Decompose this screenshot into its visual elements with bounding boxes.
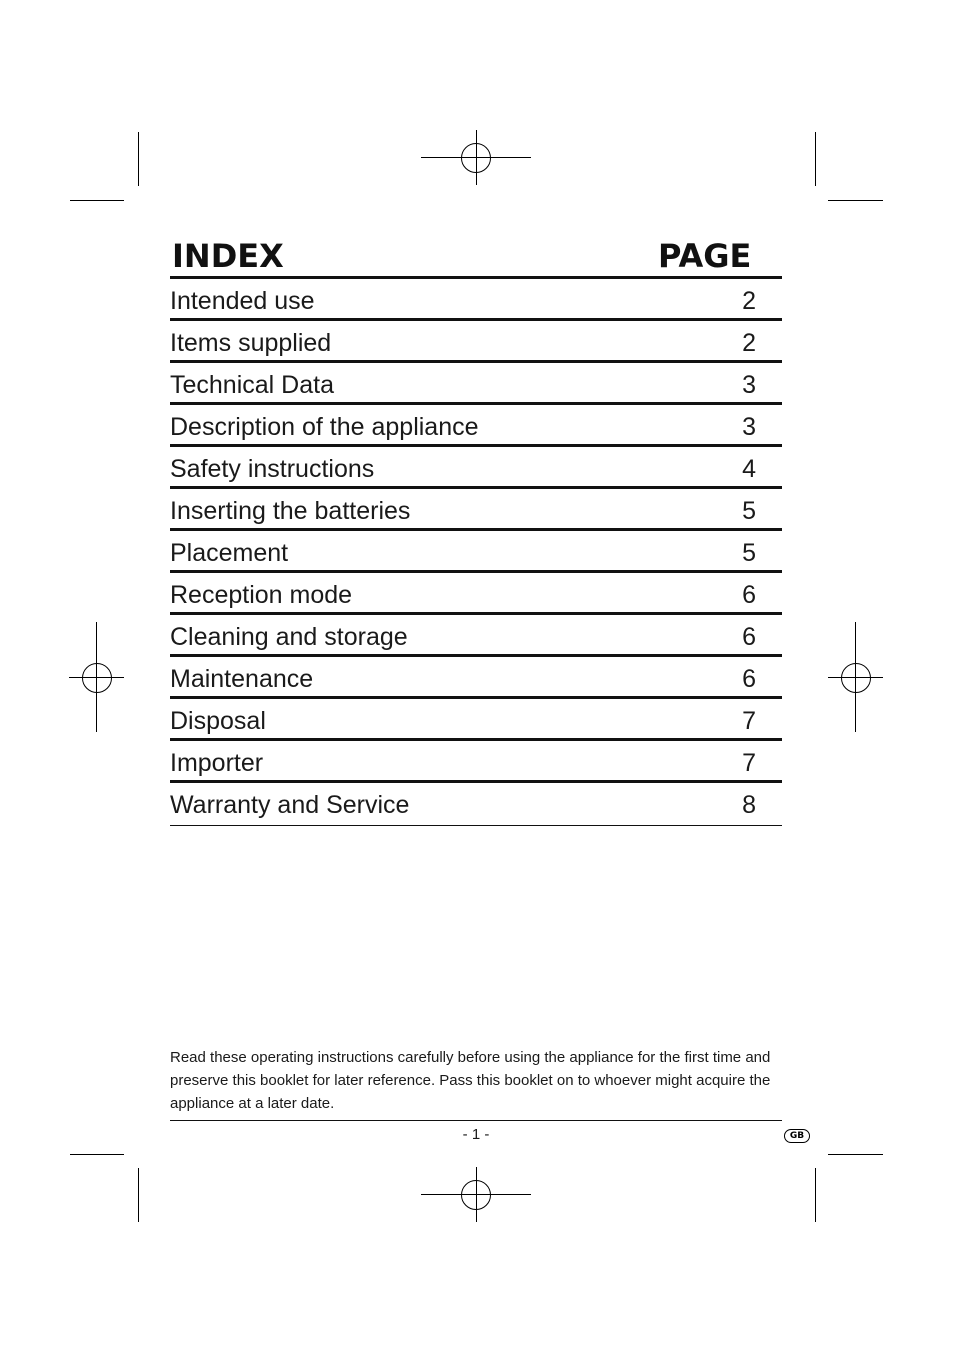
toc-row <box>170 696 782 738</box>
toc-row <box>170 444 782 486</box>
toc-row <box>170 528 782 570</box>
toc-page: 2 <box>742 287 756 315</box>
toc-page: 7 <box>742 749 756 777</box>
row-divider <box>170 276 782 279</box>
table-of-contents <box>170 276 782 822</box>
toc-title: Intended use <box>170 287 315 315</box>
toc-page: 3 <box>742 413 756 441</box>
toc-row <box>170 360 782 402</box>
row-divider <box>170 360 782 363</box>
toc-page: 7 <box>742 707 756 735</box>
toc-title: Description of the appliance <box>170 413 479 441</box>
toc-row <box>170 486 782 528</box>
toc-row <box>170 612 782 654</box>
toc-page: 3 <box>742 371 756 399</box>
toc-title: Cleaning and storage <box>170 623 408 651</box>
row-divider <box>170 318 782 321</box>
intro-paragraph: Read these operating instructions carefully before using the appliance for the first time and preserve this booklet for later reference. Pass this booklet on to whoever might acquire the appliance at a later date. <box>170 1049 771 1112</box>
toc-page: 6 <box>742 581 756 609</box>
toc-row <box>170 276 782 318</box>
toc-row <box>170 402 782 444</box>
toc-title: Inserting the batteries <box>170 497 411 525</box>
toc-row <box>170 738 782 780</box>
toc-title: Placement <box>170 539 289 567</box>
row-divider <box>170 738 782 741</box>
row-divider <box>170 444 782 447</box>
row-divider <box>170 612 782 615</box>
toc-title: Safety instructions <box>170 455 375 483</box>
toc-title: Maintenance <box>170 665 314 693</box>
toc-row <box>170 570 782 612</box>
toc-title: Technical Data <box>170 371 334 399</box>
row-divider <box>170 528 782 531</box>
page-number: - 1 - <box>462 1126 490 1143</box>
row-divider <box>170 696 782 699</box>
row-divider <box>170 654 782 657</box>
footer-rule <box>170 1120 782 1121</box>
toc-page: 2 <box>742 329 756 357</box>
toc-bottom-rule <box>170 825 782 826</box>
toc-page: 4 <box>742 455 756 483</box>
toc-page: 5 <box>742 539 756 567</box>
toc-page: 6 <box>742 623 756 651</box>
toc-title: Importer <box>170 749 264 777</box>
toc-page: 6 <box>742 665 756 693</box>
toc-title: Items supplied <box>170 329 332 357</box>
toc-title: Warranty and Service <box>170 791 410 819</box>
index-header <box>170 236 782 276</box>
index-heading: INDEX <box>172 237 284 275</box>
toc-row <box>170 318 782 360</box>
toc-row <box>170 654 782 696</box>
row-divider <box>170 486 782 489</box>
toc-title: Reception mode <box>170 581 353 609</box>
toc-page: 8 <box>742 791 756 819</box>
row-divider <box>170 780 782 783</box>
page-heading: PAGE <box>658 237 752 275</box>
row-divider <box>170 402 782 405</box>
toc-row <box>170 780 782 822</box>
row-divider <box>170 570 782 573</box>
language-badge: GB <box>784 1129 810 1143</box>
toc-page: 5 <box>742 497 756 525</box>
toc-title: Disposal <box>170 707 266 735</box>
